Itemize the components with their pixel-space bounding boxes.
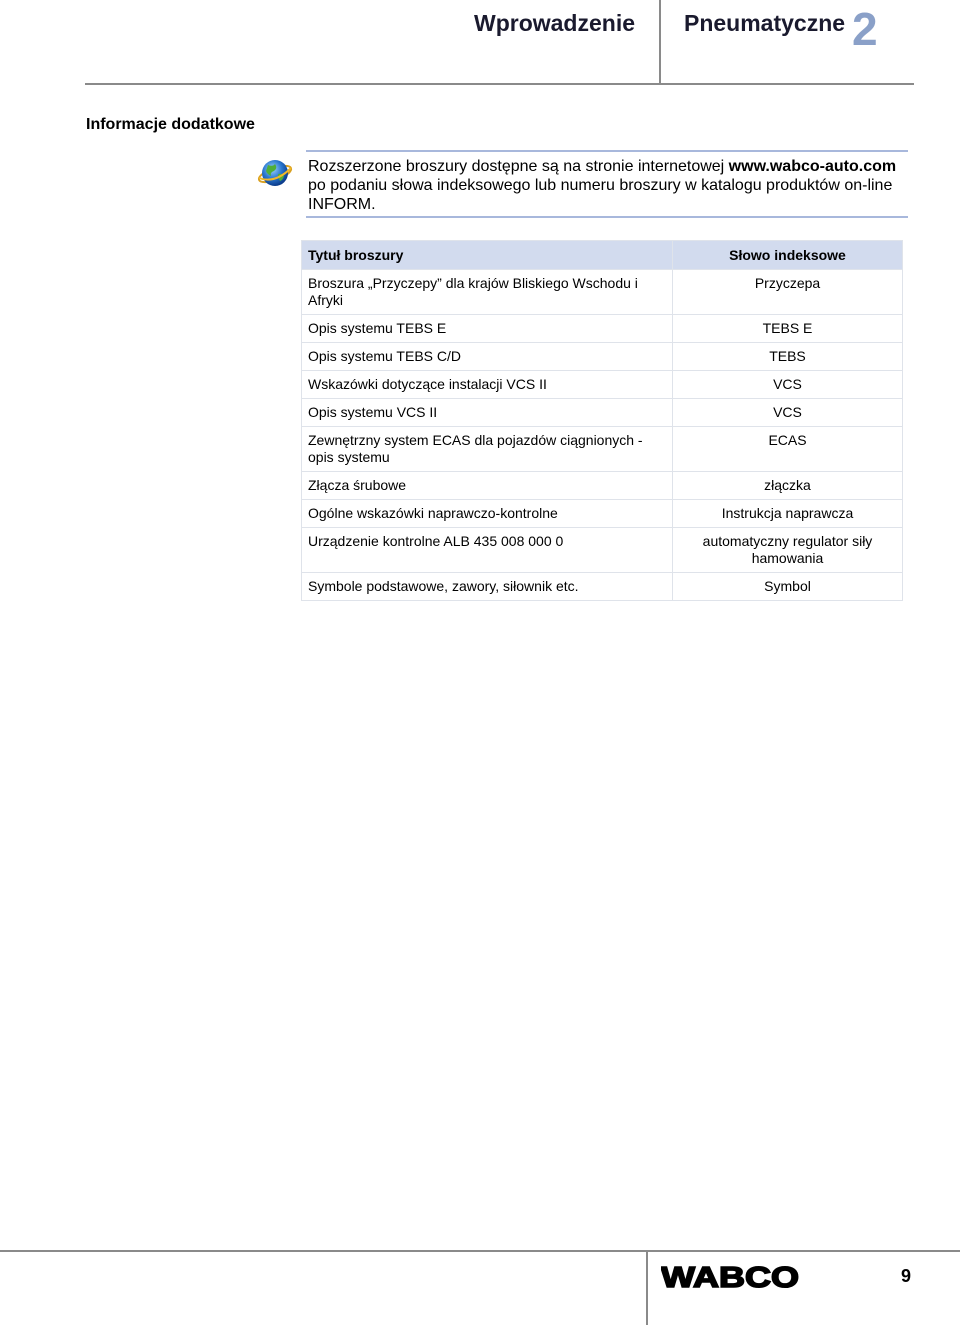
table-row [302,343,903,371]
index-keyword: VCS [673,399,903,427]
index-keyword: Instrukcja naprawcza [673,500,903,528]
brochure-title: Zewnętrzny system ECAS dla pojazdów ciągnionych - opis systemu [302,427,673,472]
footer-rule [0,1250,960,1252]
wabco-logo [661,1263,801,1291]
header-left [0,0,660,84]
table-row [302,528,903,573]
brochure-title: Ogólne wskazówki naprawczo-kontrolne [302,500,673,528]
info-text-after: po podaniu słowa indeksowego lub numeru broszury w katalogu produktów on-line INFORM. [308,177,893,213]
column-header-keyword: Słowo indeksowe [673,241,903,270]
footer-divider [646,1250,648,1325]
brochure-title: Opis systemu TEBS C/D [302,343,673,371]
website-link[interactable]: www.wabco-auto.com [728,158,897,175]
table-row [302,500,903,528]
table-header-row [302,241,903,270]
index-keyword: Symbol [673,573,903,601]
page-number: 9 [901,1266,912,1286]
brochure-table [301,240,903,601]
info-bottom-rule [306,216,908,218]
header-chapter-title [684,10,849,40]
brochure-title: Broszura „Przyczepy” dla krajów Bliskiego Wschodu i Afryki [302,270,673,315]
brochure-title: Wskazówki dotyczące instalacji VCS II [302,371,673,399]
table-row [302,573,903,601]
info-top-rule [306,150,908,152]
info-text-before: Rozszerzone broszury dostępne są na stronie internetowej [308,158,729,175]
brochure-title: Złącza śrubowe [302,472,673,500]
brochure-title: Opis systemu TEBS E [302,315,673,343]
index-keyword: Przyczepa [673,270,903,315]
column-header-title: Tytuł broszury [302,241,673,270]
brochure-title: Symbole podstawowe, zawory, siłownik etc. [302,573,673,601]
header-section-title: Wprowadzenie [473,10,635,36]
header-chapter-title-text: Pneumatyczne [684,10,846,36]
table-row [302,315,903,343]
table-row [302,427,903,472]
index-keyword: TEBS [673,343,903,371]
brochure-title: Opis systemu VCS II [302,399,673,427]
header-rule [85,83,914,85]
info-text [308,157,908,214]
globe-icon [256,156,294,190]
table-row [302,472,903,500]
index-keyword: TEBS E [673,315,903,343]
chapter-number: 2 [852,3,878,55]
index-keyword: automatyczny regulator siły hamowania [673,528,903,573]
section-title: Informacje dodatkowe [86,116,255,133]
table-row [302,371,903,399]
wabco-logo-text: WABCO [661,1263,799,1291]
brochure-title: Urządzenie kontrolne ALB 435 008 000 0 [302,528,673,573]
table-row [302,399,903,427]
index-keyword: ECAS [673,427,903,472]
index-keyword: złączka [673,472,903,500]
index-keyword: VCS [673,371,903,399]
table-row [302,270,903,315]
